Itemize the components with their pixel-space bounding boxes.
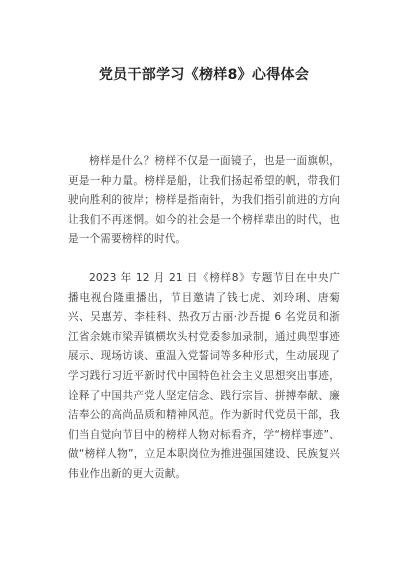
document-title: 党员干部学习《榜样8》心得体会 xyxy=(98,67,310,83)
paragraph-2: 2023 年 12 月 21 日《榜样8》专题节目在中央广播电视台隆重播出，节目邀请了钱七虎、刘玲琍、唐菊兴、吴惠芳、李桂科、热孜万古丽·沙吾提 6 名党员和浙江省余姚市梁弄镇横坎头村党委参加录制，通过典型事迹展示、现场访谈、重温入党誓词等多种形式，生动展现了学习践行习近平新时代中国特色社会主义思想突出事迹，诠释了中国共产党人坚定信念、践行宗旨、拼搏奉献、廉洁奉公的高尚品质和精神风范。作为新时代党员干部，我们当自觉向节目中的榜样人物对标看齐，学“榜样事迹”、做“榜样人物”，立足本职岗位为推进强国建设、民族复兴伟业作出新的更大贡献。 xyxy=(68,272,340,480)
paragraph-1: 榜样是什么？榜样不仅是一面镜子，也是一面旗帜，更是一种力量。榜样是船，让我们扬起希望的帆，带我们驶向胜利的彼岸；榜样是指南针，为我们指引前进的方向让我们不再迷惘。如今的社会是一个榜样辈出的时代，也是一个需要榜样的时代。 xyxy=(68,155,340,246)
